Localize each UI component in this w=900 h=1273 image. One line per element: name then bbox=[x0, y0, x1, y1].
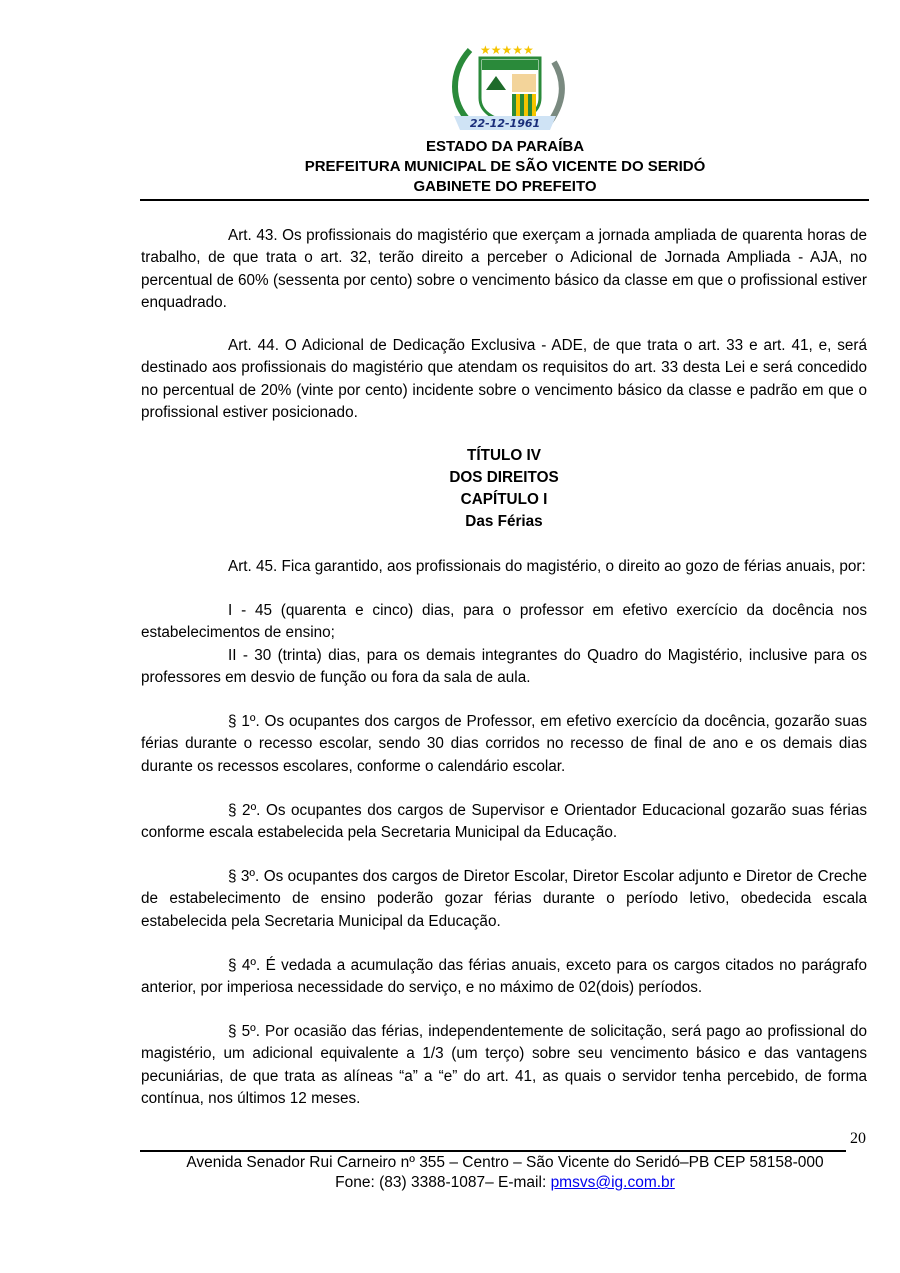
header-state: ESTADO DA PARAÍBA bbox=[425, 138, 585, 155]
header-gabinete: GABINETE DO PREFEITO bbox=[413, 178, 597, 195]
article-43: Art. 43. Os profissionais do magistério que exerçam a jornada ampliada de quarenta horas de trabalho, de que trata o art. 32, terão direito a perceber o Adicional de Jornada Ampliada - AJA, no percentual de 60% (sessenta por cento) sobre o vencimento básico da classe em que o profissional estiver enquadrado. bbox=[141, 227, 867, 312]
municipal-coat-of-arms-logo bbox=[440, 42, 570, 134]
paragraph-2: § 2º. Os ocupantes dos cargos de Supervisor e Orientador Educacional gozarão suas férias conforme escala estabelecida pela Secretaria Municipal da Educação. bbox=[141, 802, 867, 842]
chapter-name: Das Férias bbox=[465, 513, 543, 530]
paragraph-5: § 5º. Por ocasião das férias, independentemente de solicitação, será pago ao profissional do magistério, um adicional equivalente a 1/3 (um terço) sobre seu vencimento básico e das vantagens pecuniárias, de que trata as alíneas “a” a “e” do art. 41, as quais o servidor tenha percebido, de forma contínua, nos últimos 12 meses. bbox=[141, 1023, 867, 1108]
paragraph-4: § 4º. É vedada a acumulação das férias anuais, exceto para os cargos citados no parágrafo anterior, por imperiosa necessidade do serviço, e no máximo de 02(dois) períodos. bbox=[141, 957, 867, 997]
page-number: 20 bbox=[850, 1130, 866, 1147]
logo-date: 22-12-1961 bbox=[469, 117, 541, 130]
footer-contact bbox=[140, 1173, 870, 1193]
clause-ii: II - 30 (trinta) dias, para os demais integrantes do Quadro do Magistério, inclusive para os professores em desvio de função ou fora da sala de aula. bbox=[141, 647, 867, 687]
paragraph-3: § 3º. Os ocupantes dos cargos de Diretor Escolar, Diretor Escolar adjunto e Diretor de Creche de estabelecimento de ensino poderão gozar férias durante o período letivo, obedecida escala estabelecida pela Secretaria Municipal da Educação. bbox=[141, 868, 867, 930]
chapter-heading: CAPÍTULO I bbox=[460, 491, 548, 508]
footer-email-link[interactable]: pmsvs@ig.com.br bbox=[550, 1174, 675, 1191]
footer-phone: Fone: (83) 3388-1087– E-mail: bbox=[335, 1174, 551, 1191]
title-heading: TÍTULO IV bbox=[467, 447, 541, 464]
title-name: DOS DIREITOS bbox=[449, 469, 559, 486]
paragraph-1: § 1º. Os ocupantes dos cargos de Professor, em efetivo exercício da docência, gozarão suas férias durante o recesso escolar, sendo 30 dias corridos no recesso de final de ano e os demais dias durante os recessos escolares, conforme o calendário escolar. bbox=[141, 713, 867, 775]
footer-divider bbox=[140, 1150, 846, 1152]
svg-text:★★★★★: ★★★★★ bbox=[480, 43, 534, 57]
header-prefeitura: PREFEITURA MUNICIPAL DE SÃO VICENTE DO SERIDÓ bbox=[304, 158, 706, 175]
header-divider bbox=[140, 199, 869, 201]
article-44: Art. 44. O Adicional de Dedicação Exclusiva - ADE, de que trata o art. 33 e art. 41, e, será destinado aos profissionais do magistério que atendam os requisitos do art. 33 desta Lei e será concedido no percentual de 20% (vinte por cento) incidente sobre o vencimento básico da classe e padrão em que o profissional estiver posicionado. bbox=[141, 337, 867, 422]
footer-address: Avenida Senador Rui Carneiro nº 355 – Centro – São Vicente do Seridó–PB CEP 58158-000 bbox=[186, 1154, 824, 1171]
article-45: Art. 45. Fica garantido, aos profissionais do magistério, o direito ao gozo de férias anuais, por: bbox=[228, 558, 866, 575]
clause-i: I - 45 (quarenta e cinco) dias, para o professor em efetivo exercício da docência nos estabelecimentos de ensino; bbox=[141, 602, 867, 642]
